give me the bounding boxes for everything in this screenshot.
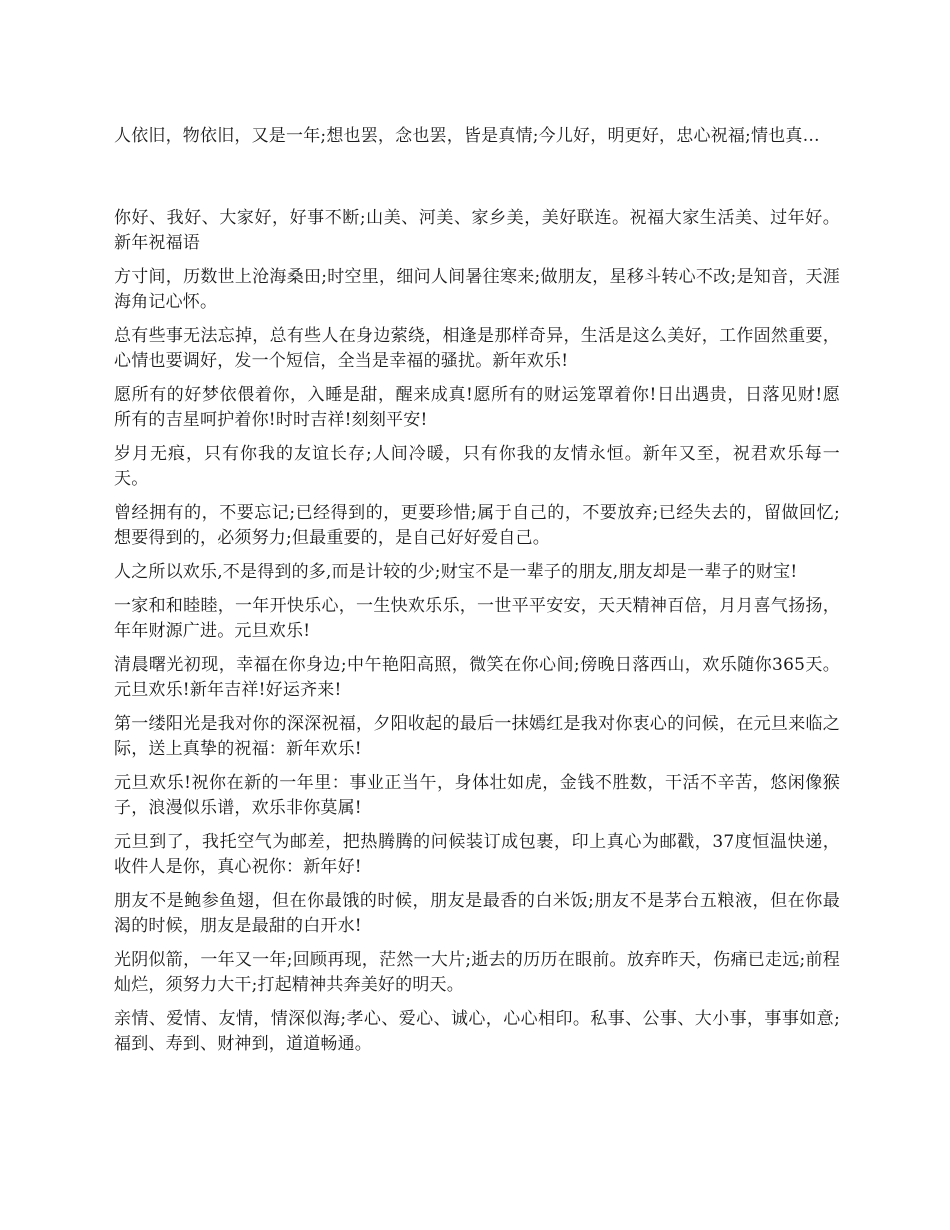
paragraph: 岁月无痕，只有你我的友谊长存;人间冷暖，只有你我的友情永恒。新年又至，祝君欢乐每一天。	[114, 444, 840, 489]
paragraph: 总有些事无法忘掉，总有些人在身边萦绕，相逢是那样奇异，生活是这么美好，工作固然重要，心情也要调好，发一个短信，全当是幸福的骚扰。新年欢乐!	[114, 326, 840, 371]
paragraph: 清晨曙光初现，幸福在你身边;中午艳阳高照，微笑在你心间;傍晚日落西山，欢乐随你365天。元旦欢乐!新年吉祥!好运齐来!	[114, 655, 840, 700]
paragraph: 第一缕阳光是我对你的深深祝福，夕阳收起的最后一抹嫣红是我对你衷心的问候，在元旦来临之际，送上真挚的祝福：新年欢乐!	[114, 714, 840, 759]
paragraph: 亲情、爱情、友情，情深似海;孝心、爱心、诚心，心心相印。私事、公事、大小事，事事如意;福到、寿到、财神到，道道畅通。	[114, 1009, 840, 1054]
intro-paragraph: 人依旧，物依旧，又是一年;想也罢，念也罢，皆是真情;今儿好，明更好，忠心祝福;情也真…	[114, 126, 820, 146]
paragraph: 元旦欢乐!祝你在新的一年里：事业正当午，身体壮如虎，金钱不胜数，干活不辛苦，悠闲像猴子，浪漫似乐谱，欢乐非你莫属!	[114, 773, 840, 818]
paragraph: 朋友不是鲍参鱼翅，但在你最饿的时候，朋友是最香的白米饭;朋友不是茅台五粮液，但在你最渴的时候，朋友是最甜的白开水!	[114, 891, 840, 936]
paragraph: 方寸间，历数世上沧海桑田;时空里，细问人间暑往寒来;做朋友，星移斗转心不改;是知音，天涯海角记心怀。	[114, 267, 840, 312]
paragraph: 你好、我好、大家好，好事不断;山美、河美、家乡美，美好联连。祝福大家生活美、过年好。新年祝福语	[114, 208, 840, 253]
paragraph: 元旦到了，我托空气为邮差，把热腾腾的问候装订成包裹，印上真心为邮戳，37度恒温快递，收件人是你，真心祝你：新年好!	[114, 832, 840, 877]
paragraph: 愿所有的好梦依偎着你，入睡是甜，醒来成真!愿所有的财运笼罩着你!日出遇贵，日落见财!愿所有的吉星呵护着你!时时吉祥!刻刻平安!	[114, 385, 840, 430]
paragraph: 一家和和睦睦，一年开快乐心，一生快欢乐乐，一世平平安安，天天精神百倍，月月喜气扬扬，年年财源广进。元旦欢乐!	[114, 596, 840, 641]
document-body	[114, 124, 840, 1066]
paragraph: 曾经拥有的，不要忘记;已经得到的，更要珍惜;属于自己的，不要放弃;已经失去的，留做回忆;想要得到的，必须努力;但最重要的，是自己好好爱自己。	[114, 503, 840, 548]
paragraph: 人之所以欢乐,不是得到的多,而是计较的少;财宝不是一辈子的朋友,朋友却是一辈子的财宝!	[114, 562, 798, 582]
paragraph: 光阴似箭，一年又一年;回顾再现，茫然一大片;逝去的历历在眼前。放弃昨天，伤痛已走远;前程灿烂，须努力大干;打起精神共奔美好的明天。	[114, 950, 840, 995]
